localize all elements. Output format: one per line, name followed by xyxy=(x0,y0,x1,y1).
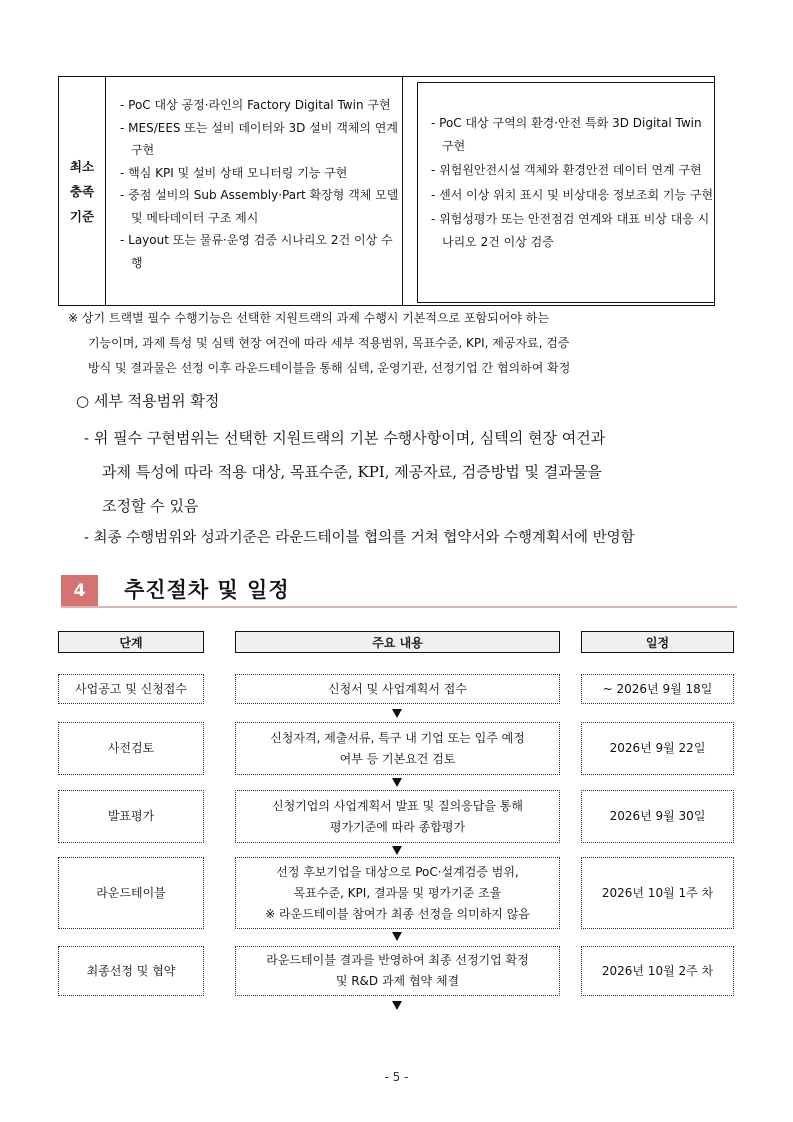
content-line: 신청기업의 사업계획서 발표 및 질의응답을 통해 xyxy=(272,798,523,813)
content-cell xyxy=(235,790,560,843)
section-number: 4 xyxy=(61,575,98,607)
track1-item: - 중점 설비의 Sub Assembly·Part 확장형 객체 모델 및 메타데이터 구조 제시 xyxy=(120,188,399,225)
flow-arrow xyxy=(392,1001,402,1010)
criteria-label xyxy=(59,77,106,305)
section-title: 추진절차 및 일정 xyxy=(124,578,290,602)
content-line: ※ 라운드테이블 참여가 최종 선정을 의미하지 않음 xyxy=(265,906,530,921)
track1-item: - PoC 대상 공정·라인의 Factory Digital Twin 구현 xyxy=(120,98,391,112)
note-line: 방식 및 결과물은 선정 이후 라운드테이블을 통해 심텍, 운영기관, 선정기업 간 협의하여 확정 xyxy=(88,361,571,375)
track2-item: - 센서 이상 위치 표시 및 비상대응 정보조회 기능 구현 xyxy=(431,187,714,202)
scope-line: - 위 필수 구현범위는 선택한 지원트랙의 기본 수행사항이며, 심텍의 현장 여건과 xyxy=(84,429,606,447)
criteria-table xyxy=(58,76,715,306)
scope-line: 조정할 수 있음 xyxy=(102,497,199,515)
track2-item: - 위험성평가 또는 안전점검 연계와 대표 비상 대응 시나리오 2건 이상 검증 xyxy=(431,212,710,249)
content-line: 여부 등 기본요건 검토 xyxy=(339,751,456,766)
content-line: 라운드테이블 결과를 반영하여 최종 선정기업 확정 xyxy=(266,953,529,967)
criteria-label-line: 충족 xyxy=(69,183,95,199)
flow-arrow xyxy=(392,778,402,787)
stage-cell: 발표평가 xyxy=(58,790,204,843)
scope-paragraph-1 xyxy=(84,421,744,523)
content-line: 평가기준에 따라 종합평가 xyxy=(329,819,466,834)
content-line: 선정 후보기업을 대상으로 PoC·설계검증 범위, xyxy=(276,864,519,879)
header-content: 주요 내용 xyxy=(235,631,560,653)
criteria-label-line: 기준 xyxy=(69,208,95,224)
content-cell xyxy=(235,674,560,704)
date-cell: 2026년 9월 30일 xyxy=(581,790,734,843)
header-date: 일정 xyxy=(581,631,734,653)
track1-item: - Layout 또는 물류·운영 검증 시나리오 2건 이상 수행 xyxy=(120,233,393,270)
flow-arrow xyxy=(392,709,402,718)
flow-arrow xyxy=(392,932,402,941)
content-line: 신청자격, 제출서류, 특구 내 기업 또는 입주 예정 xyxy=(270,730,525,745)
track2-item: - PoC 대상 구역의 환경·안전 특화 3D Digital Twin 구현 xyxy=(431,116,702,153)
scope-paragraph-2: - 최종 수행범위와 성과기준은 라운드테이블 협의를 거쳐 협약서와 수행계획서에 반영함 xyxy=(84,530,635,546)
scope-heading: ○ 세부 적용범위 확정 xyxy=(76,392,220,410)
date-cell: 2026년 10월 1주 차 xyxy=(581,857,734,929)
track1-item: - 핵심 KPI 및 설비 상태 모니터링 기능 구현 xyxy=(120,165,348,180)
section-divider xyxy=(61,606,737,608)
note-line: 기능이며, 과제 특성 및 심텍 현장 여건에 따라 세부 적용범위, 목표수준, KPI, 제공자료, 검증 xyxy=(88,336,570,350)
date-cell: 2026년 9월 22일 xyxy=(581,722,734,775)
note-line: ※ 상기 트랙별 필수 수행기능은 선택한 지원트랙의 과제 수행시 기본적으로 포함되어야 하는 xyxy=(68,311,549,325)
stage-cell: 사전검토 xyxy=(58,722,204,775)
stage-cell: 라운드테이블 xyxy=(58,857,204,929)
flow-arrow xyxy=(392,846,402,855)
track1-column xyxy=(105,77,403,305)
content-line: 및 R&D 과제 협약 체결 xyxy=(335,974,460,988)
scope-line: 과제 특성에 따라 적용 대상, 목표수준, KPI, 제공자료, 검증방법 및 결과물을 xyxy=(102,463,602,481)
track1-item: - MES/EES 또는 설비 데이터와 3D 설비 객체의 연계 구현 xyxy=(120,120,398,157)
content-line: 신청서 및 사업계획서 접수 xyxy=(328,681,467,696)
track2-column xyxy=(417,82,715,303)
date-cell: 2026년 10월 2주 차 xyxy=(581,946,734,996)
stage-cell: 사업공고 및 신청접수 xyxy=(58,674,204,704)
content-cell xyxy=(235,946,560,996)
header-stage: 단계 xyxy=(58,631,204,653)
criteria-label-line: 최소 xyxy=(69,158,95,174)
stage-cell: 최종선정 및 협약 xyxy=(58,946,204,996)
track2-item: - 위험원안전시설 객체와 환경안전 데이터 연계 구현 xyxy=(431,163,702,177)
page-number: - 5 - xyxy=(384,1070,409,1084)
content-line: 목표수준, KPI, 결과물 및 평가기준 조율 xyxy=(293,885,502,900)
track-note xyxy=(68,306,728,381)
content-cell xyxy=(235,722,560,775)
content-cell xyxy=(235,857,560,929)
date-cell: ~ 2026년 9월 18일 xyxy=(581,674,734,704)
